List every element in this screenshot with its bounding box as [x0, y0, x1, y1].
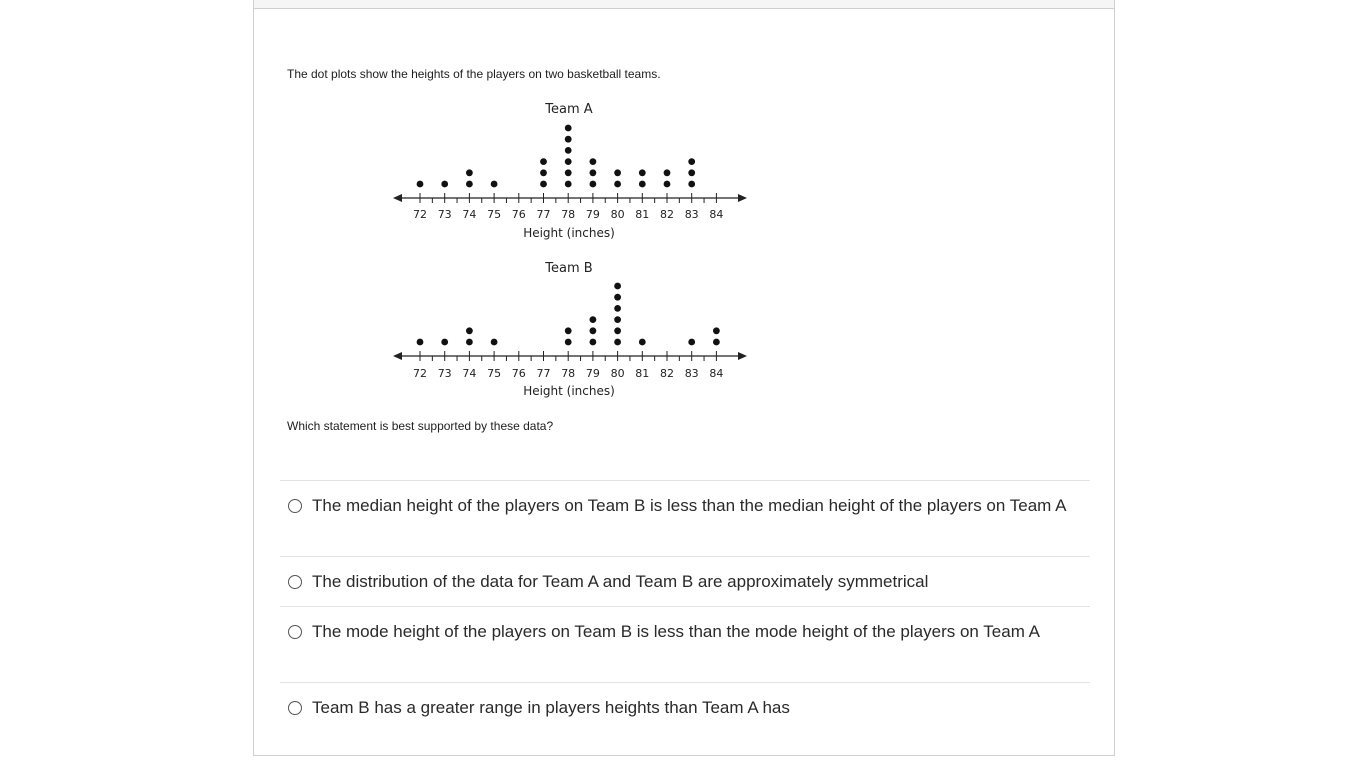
plot-title: Team A	[545, 102, 593, 117]
data-dot	[664, 169, 671, 176]
axis-arrow-left	[393, 194, 402, 202]
tick-label: 72	[413, 208, 427, 221]
tick-label: 80	[610, 367, 625, 380]
data-dot	[466, 169, 473, 176]
data-dot	[614, 339, 621, 346]
data-dot	[565, 339, 572, 346]
x-axis-label: Height (inches)	[523, 384, 615, 398]
data-dot	[713, 327, 720, 334]
tick-label: 77	[536, 367, 551, 380]
tick-label: 80	[610, 208, 625, 221]
data-dot	[540, 169, 547, 176]
answer-choice-label: The distribution of the data for Team A and Team B are approximately symmetrical	[312, 572, 929, 591]
tick-label: 74	[462, 208, 477, 221]
data-dot	[688, 158, 695, 165]
data-dot	[466, 339, 473, 346]
tick-label: 75	[487, 208, 502, 221]
radio-button-icon[interactable]	[288, 499, 302, 513]
tick-label: 73	[437, 367, 452, 380]
axis-arrow-left	[393, 352, 402, 360]
radio-button-icon[interactable]	[288, 575, 302, 589]
tick-label: 81	[635, 367, 650, 380]
dot-plots-svg	[285, 95, 795, 405]
tick-label: 76	[511, 367, 526, 380]
tick-label: 84	[709, 208, 724, 221]
tick-label: 83	[684, 367, 699, 380]
data-dot	[590, 327, 597, 334]
data-dot	[441, 181, 448, 188]
tick-label: 83	[684, 208, 699, 221]
answer-choice-d[interactable]	[280, 682, 1090, 732]
data-dot	[614, 169, 621, 176]
dot-plots-figure	[285, 95, 795, 405]
tick-label: 73	[437, 208, 452, 221]
data-dot	[565, 327, 572, 334]
data-dot	[466, 181, 473, 188]
data-dot	[614, 181, 621, 188]
tick-label: 74	[462, 367, 477, 380]
data-dot	[565, 125, 572, 132]
answer-choice-c[interactable]	[280, 606, 1090, 682]
data-dot	[491, 339, 498, 346]
data-dot	[688, 181, 695, 188]
answer-choice-label: Team B has a greater range in players heights than Team A has	[312, 698, 790, 717]
data-dot	[639, 181, 646, 188]
tick-label: 84	[709, 367, 724, 380]
question-stem: Which statement is best supported by these data?	[287, 419, 554, 433]
answer-choice-b[interactable]	[280, 556, 1090, 606]
data-dot	[417, 339, 424, 346]
data-dot	[713, 339, 720, 346]
radio-button-icon[interactable]	[288, 701, 302, 715]
tick-label: 82	[660, 367, 674, 380]
tick-label: 79	[585, 208, 600, 221]
tick-label: 81	[635, 208, 650, 221]
data-dot	[639, 169, 646, 176]
data-dot	[664, 181, 671, 188]
tick-label: 76	[511, 208, 526, 221]
answer-choice-label: The median height of the players on Team B is less than the median height of the players on Team A	[312, 496, 1067, 515]
data-dot	[590, 339, 597, 346]
answer-choices	[280, 480, 1090, 732]
axis-arrow-right	[738, 194, 747, 202]
data-dot	[639, 339, 646, 346]
question-prompt: The dot plots show the heights of the players on two basketball teams.	[287, 67, 661, 81]
tick-label: 78	[561, 208, 576, 221]
data-dot	[614, 327, 621, 334]
data-dot	[565, 169, 572, 176]
tick-label: 79	[585, 367, 600, 380]
data-dot	[565, 181, 572, 188]
answer-choice-a[interactable]	[280, 480, 1090, 556]
tick-label: 78	[561, 367, 576, 380]
data-dot	[565, 136, 572, 143]
tick-label: 75	[487, 367, 502, 380]
tick-label: 82	[660, 208, 674, 221]
card-top-bar	[254, 0, 1114, 9]
data-dot	[614, 305, 621, 312]
tick-label: 72	[413, 367, 427, 380]
data-dot	[540, 181, 547, 188]
data-dot	[565, 147, 572, 154]
data-dot	[590, 158, 597, 165]
tick-label: 77	[536, 208, 551, 221]
data-dot	[688, 339, 695, 346]
data-dot	[590, 169, 597, 176]
plot-title: Team B	[545, 261, 593, 276]
answer-choice-label: The mode height of the players on Team B is less than the mode height of the players on Team A	[312, 622, 1040, 641]
data-dot	[590, 181, 597, 188]
data-dot	[565, 158, 572, 165]
data-dot	[614, 283, 621, 290]
axis-arrow-right	[738, 352, 747, 360]
x-axis-label: Height (inches)	[523, 226, 615, 240]
data-dot	[688, 169, 695, 176]
radio-button-icon[interactable]	[288, 625, 302, 639]
data-dot	[441, 339, 448, 346]
data-dot	[614, 294, 621, 301]
data-dot	[590, 316, 597, 323]
data-dot	[540, 158, 547, 165]
data-dot	[466, 327, 473, 334]
data-dot	[491, 181, 498, 188]
data-dot	[614, 316, 621, 323]
data-dot	[417, 181, 424, 188]
